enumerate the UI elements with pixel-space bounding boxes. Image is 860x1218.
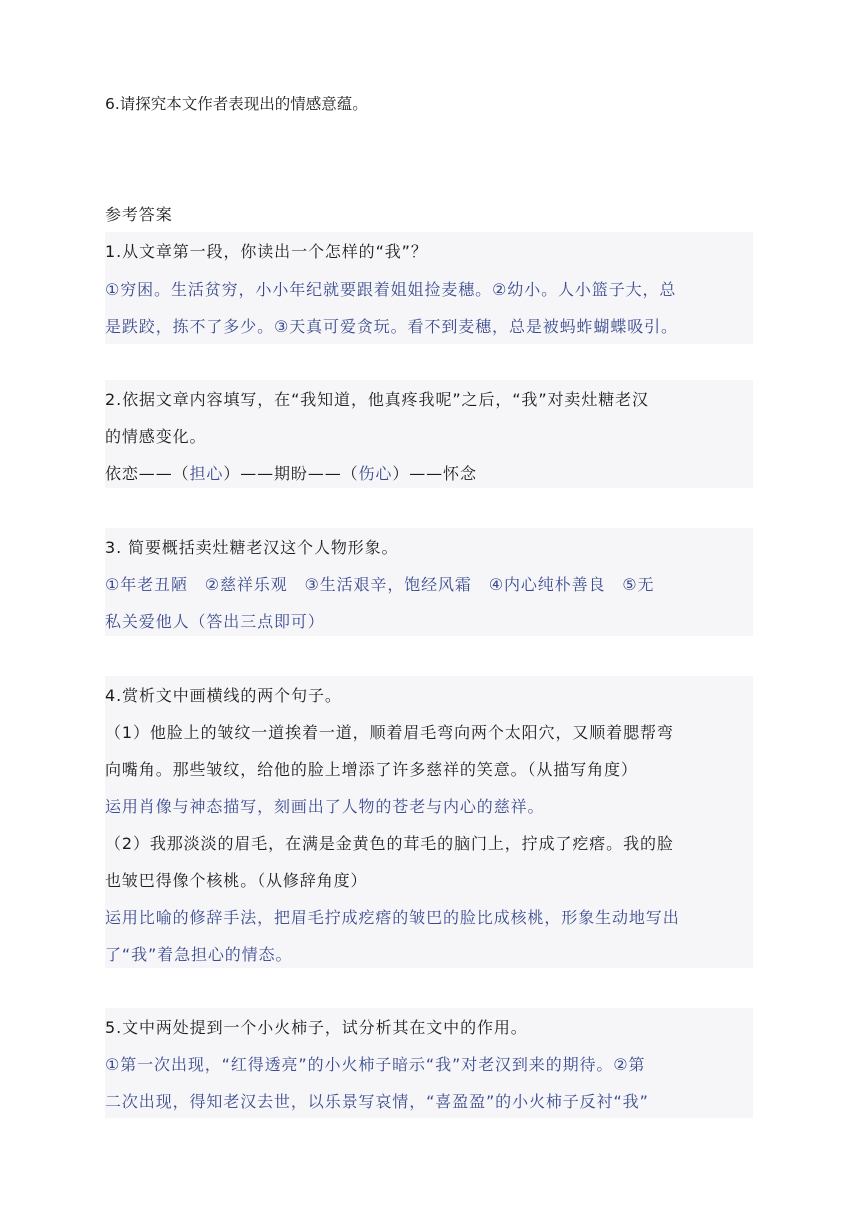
- answer-4-2-line-1: 运用比喻的修辞手法，把眉毛拧成疙瘩的皱巴的脸比成核桃，形象生动地写出: [105, 908, 680, 927]
- fill-answer-2: 伤心: [358, 464, 393, 483]
- fill-prefix: 依恋——（: [105, 464, 190, 483]
- fill-answer-1: 担心: [189, 464, 224, 483]
- answer-2-fill: [105, 464, 765, 484]
- answer-3-line-2: 私关爱他人（答出三点即可）: [105, 612, 325, 631]
- sentence-2-line-2: 也皱巴得像个核桃。（从修辞角度）: [105, 871, 368, 890]
- fill-suffix: ）——怀念: [392, 464, 477, 483]
- question-2-line-1: 2.依据文章内容填写，在“我知道，他真疼我呢”之后，“我”对卖灶糖老汉: [105, 390, 649, 409]
- answer-1-line-1: ①穷困。生活贫穷，小小年纪就要跟着姐姐捡麦穗。②幼小。人小篮子大，总: [105, 280, 677, 299]
- answer-1-line-2: 是跌跤，拣不了多少。③天真可爱贪玩。看不到麦穗，总是被蚂蚱蝴蝶吸引。: [105, 317, 678, 336]
- question-4: 4.赏析文中画横线的两个句子。: [105, 686, 342, 705]
- fill-middle: ）——期盼——（: [223, 464, 359, 483]
- answer-5-line-1: ①第一次出现，“红得透亮”的小火柿子暗示“我”对老汉到来的期待。②第: [105, 1055, 646, 1074]
- question-2-line-2: 的情感变化。: [105, 427, 207, 446]
- answer-5-line-2: 二次出现，得知老汉去世，以乐景写哀情，“喜盈盈”的小火柿子反衬“我”: [105, 1092, 649, 1111]
- answer-3-line-1: ①年老丑陋 ②慈祥乐观 ③生活艰辛，饱经风霜 ④内心纯朴善良 ⑤无: [105, 575, 655, 594]
- question-1: 1.从文章第一段，你读出一个怎样的“我”？: [105, 242, 428, 261]
- answer-4-2-line-2: 了“我”着急担心的情态。: [105, 945, 293, 964]
- question-6-heading: 6.请探究本文作者表现出的情感意蕴。: [105, 95, 368, 113]
- sentence-1-line-2: 向嘴角。那些皱纹，给他的脸上增添了许多慈祥的笑意。（从描写角度）: [105, 760, 638, 779]
- sentence-2-line-1: （2）我那淡淡的眉毛，在满是金黄色的茸毛的脑门上，拧成了疙瘩。我的脸: [105, 834, 674, 853]
- question-3: 3. 简要概括卖灶糖老汉这个人物形象。: [105, 538, 399, 557]
- answer-section-title: 参考答案: [105, 205, 173, 224]
- sentence-1-line-1: （1）他脸上的皱纹一道挨着一道，顺着眉毛弯向两个太阳穴，又顺着腮帮弯: [105, 723, 674, 742]
- answer-4-1: 运用肖像与神态描写，刻画出了人物的苍老与内心的慈祥。: [105, 797, 545, 816]
- question-5: 5.文中两处提到一个小火柿子，试分析其在文中的作用。: [105, 1018, 528, 1037]
